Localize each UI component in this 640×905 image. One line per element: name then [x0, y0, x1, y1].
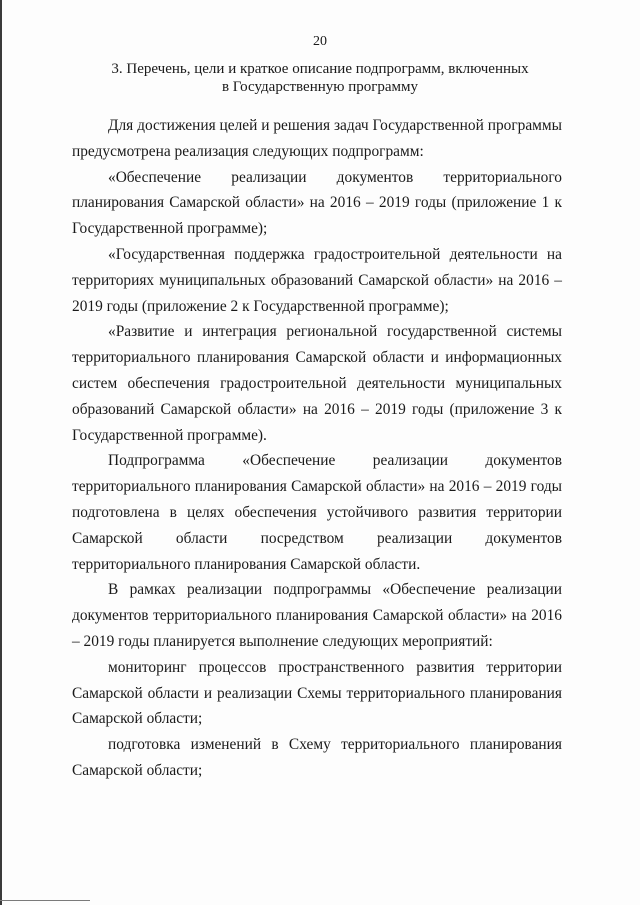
- paragraph-activity-monitoring: мониторинг процессов пространственного развития территории Самарской области и реализации Схемы территориального планирования Самарской области;: [72, 658, 562, 728]
- scan-edge-left: [0, 0, 2, 905]
- paragraph-intro: Для достижения целей и решения задач Государственной программы предусмотрена реализация следующих подпрограмм:: [72, 117, 562, 160]
- paragraph-subprogram-1-description: Подпрограмма «Обеспечение реализации документов территориального планирования Самарской области» на 2016 – 2019 годы подготовлена в целях обеспечения устойчивого развития территории Самарской области посредством реализации документов территориального планирования Самарской области.: [72, 452, 562, 573]
- paragraph-subprogram-3: «Развитие и интеграция региональной государственной системы территориального планирования Самарской области и информационных систем обеспечения градостроительной деятельности муниципальных образований Самарской области» на 2016 – 2019 годы (приложение 3 к Государственной программе).: [72, 323, 562, 444]
- section-heading-line-2: в Государственную программу: [221, 79, 419, 95]
- scan-edge-bottom: [0, 900, 90, 901]
- paragraph-activity-amendments: подготовка изменений в Схему территориального планирования Самарской области;: [72, 736, 562, 779]
- body-text: [72, 113, 562, 784]
- paragraph-subprogram-2: «Государственная поддержка градостроительной деятельности на территориях муниципальных образований Самарской области» на 2016 – 2019 годы (приложение 2 к Государственной программе);: [72, 245, 562, 315]
- paragraph-planned-activities: В рамках реализации подпрограммы «Обеспечение реализации документов территориального планирования Самарской области» на 2016 – 2019 годы планируется выполнение следующих мероприятий:: [72, 581, 562, 650]
- page-number: 20: [313, 34, 327, 49]
- section-heading-line-1: 3. Перечень, цели и краткое описание подпрограмм, включенных: [111, 61, 529, 77]
- paragraph-subprogram-1: «Обеспечение реализации документов территориального планирования Самарской области» на 2016 – 2019 годы (приложение 1 к Государственной программе);: [72, 168, 562, 238]
- section-heading: [100, 60, 540, 96]
